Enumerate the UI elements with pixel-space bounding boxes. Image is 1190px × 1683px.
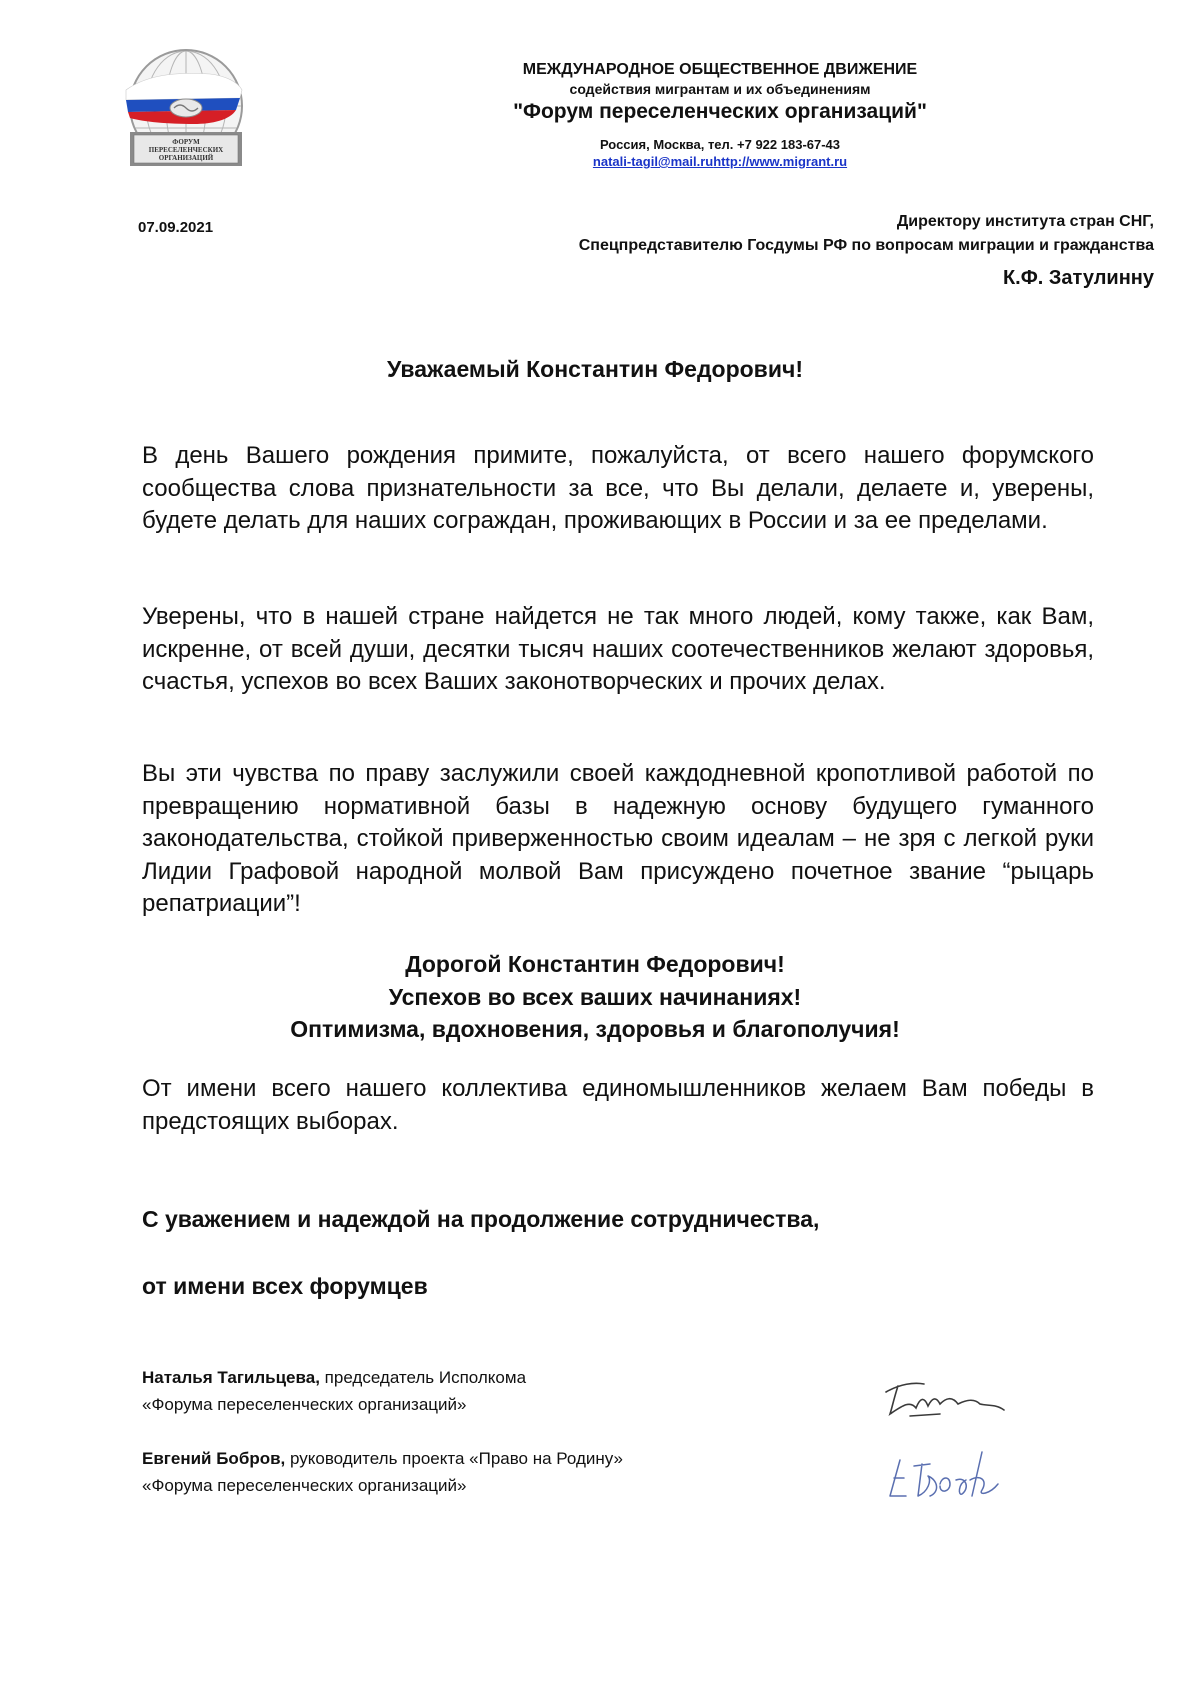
addressee-block	[579, 210, 1154, 290]
org-movement-subtitle: содействия мигрантам и их объединениям	[569, 81, 871, 97]
addressee-name: К.Ф. Затулинну	[1002, 267, 1154, 289]
logo-text-line: ФОРУМ	[172, 138, 200, 146]
org-contacts: Россия, Москва, тел. +7 922 183-67-43	[599, 137, 841, 152]
logo-text-line: ПЕРЕСЕЛЕНЧЕСКИХ	[148, 146, 224, 154]
signatory	[142, 1364, 526, 1418]
wish-line: Дорогой Константин Федорович!	[405, 951, 785, 977]
signatory-role: председатель Исполкома	[324, 1368, 527, 1387]
signatory-name: Наталья Тагильцева,	[142, 1368, 320, 1387]
org-movement-title: МЕЖДУНАРОДНОЕ ОБЩЕСТВЕННОЕ ДВИЖЕНИЕ	[522, 61, 918, 78]
body-paragraph: От имени всего нашего коллектива единомышленников желаем Вам победы в предстоящих выборах.	[142, 1075, 1094, 1135]
org-links	[470, 154, 970, 170]
closing-line-2: от имени всех форумцев	[142, 1273, 428, 1299]
logo-text-line: ОРГАНИЗАЦИЙ	[158, 154, 214, 162]
signatory-org: «Форума переселенческих организаций»	[142, 1476, 467, 1495]
wishes-block	[0, 948, 1190, 1046]
salutation: Уважаемый Константин Федорович!	[387, 356, 803, 382]
wish-line: Успехов во всех ваших начинаниях!	[388, 983, 802, 1010]
body-paragraph: Уверены, что в нашей стране найдется не так много людей, кому также, как Вам, искренне, от всей души, десятки тысяч наших соотечественников желают здоровья, счастья, успехов во всех Ваших законотворческих и прочих делах.	[142, 603, 1094, 695]
website-link[interactable]: http://www.migrant.ru	[713, 154, 848, 169]
organization-header	[470, 60, 970, 170]
body-paragraph: В день Вашего рождения примите, пожалуйста, от всего нашего форумского сообщества слова признательности за все, что Вы делали, делаете и, уверены, будете делать для наших сограждан, проживающих в России и за ее пределами.	[142, 442, 1094, 534]
letter-date: 07.09.2021	[138, 219, 214, 236]
signatory-org: «Форума переселенческих организаций»	[142, 1395, 467, 1414]
signatory-role: руководитель проекта «Право на Родину»	[290, 1449, 623, 1468]
org-name: "Форум переселенческих организаций"	[513, 100, 927, 123]
signatory-name: Евгений Бобров,	[142, 1449, 286, 1468]
signature-image	[880, 1374, 1010, 1424]
wish-line: Оптимизма, вдохновения, здоровья и благополучия!	[290, 1016, 900, 1042]
email-link[interactable]: natali-tagil@mail.ru	[592, 154, 714, 169]
signature-image	[880, 1440, 1010, 1510]
addressee-position: Директору института стран СНГ,	[896, 213, 1154, 230]
signatory	[142, 1445, 623, 1499]
closing-line: С уважением и надеждой на продолжение сотрудничества,	[142, 1206, 820, 1232]
organization-logo	[108, 44, 268, 184]
body-paragraph: Вы эти чувства по праву заслужили своей каждодневной кропотливой работой по превращению нормативной базы в надежную основу будущего гуманного законодательства, стойкой приверженностью своим идеалам – не зря с легкой руки Лидии Графовой народной молвой Вам присуждено почетное звание “рыцарь репатриации”!	[142, 760, 1094, 917]
addressee-position-2: Спецпредставителю Госдумы РФ по вопросам миграции и гражданства	[578, 237, 1154, 254]
